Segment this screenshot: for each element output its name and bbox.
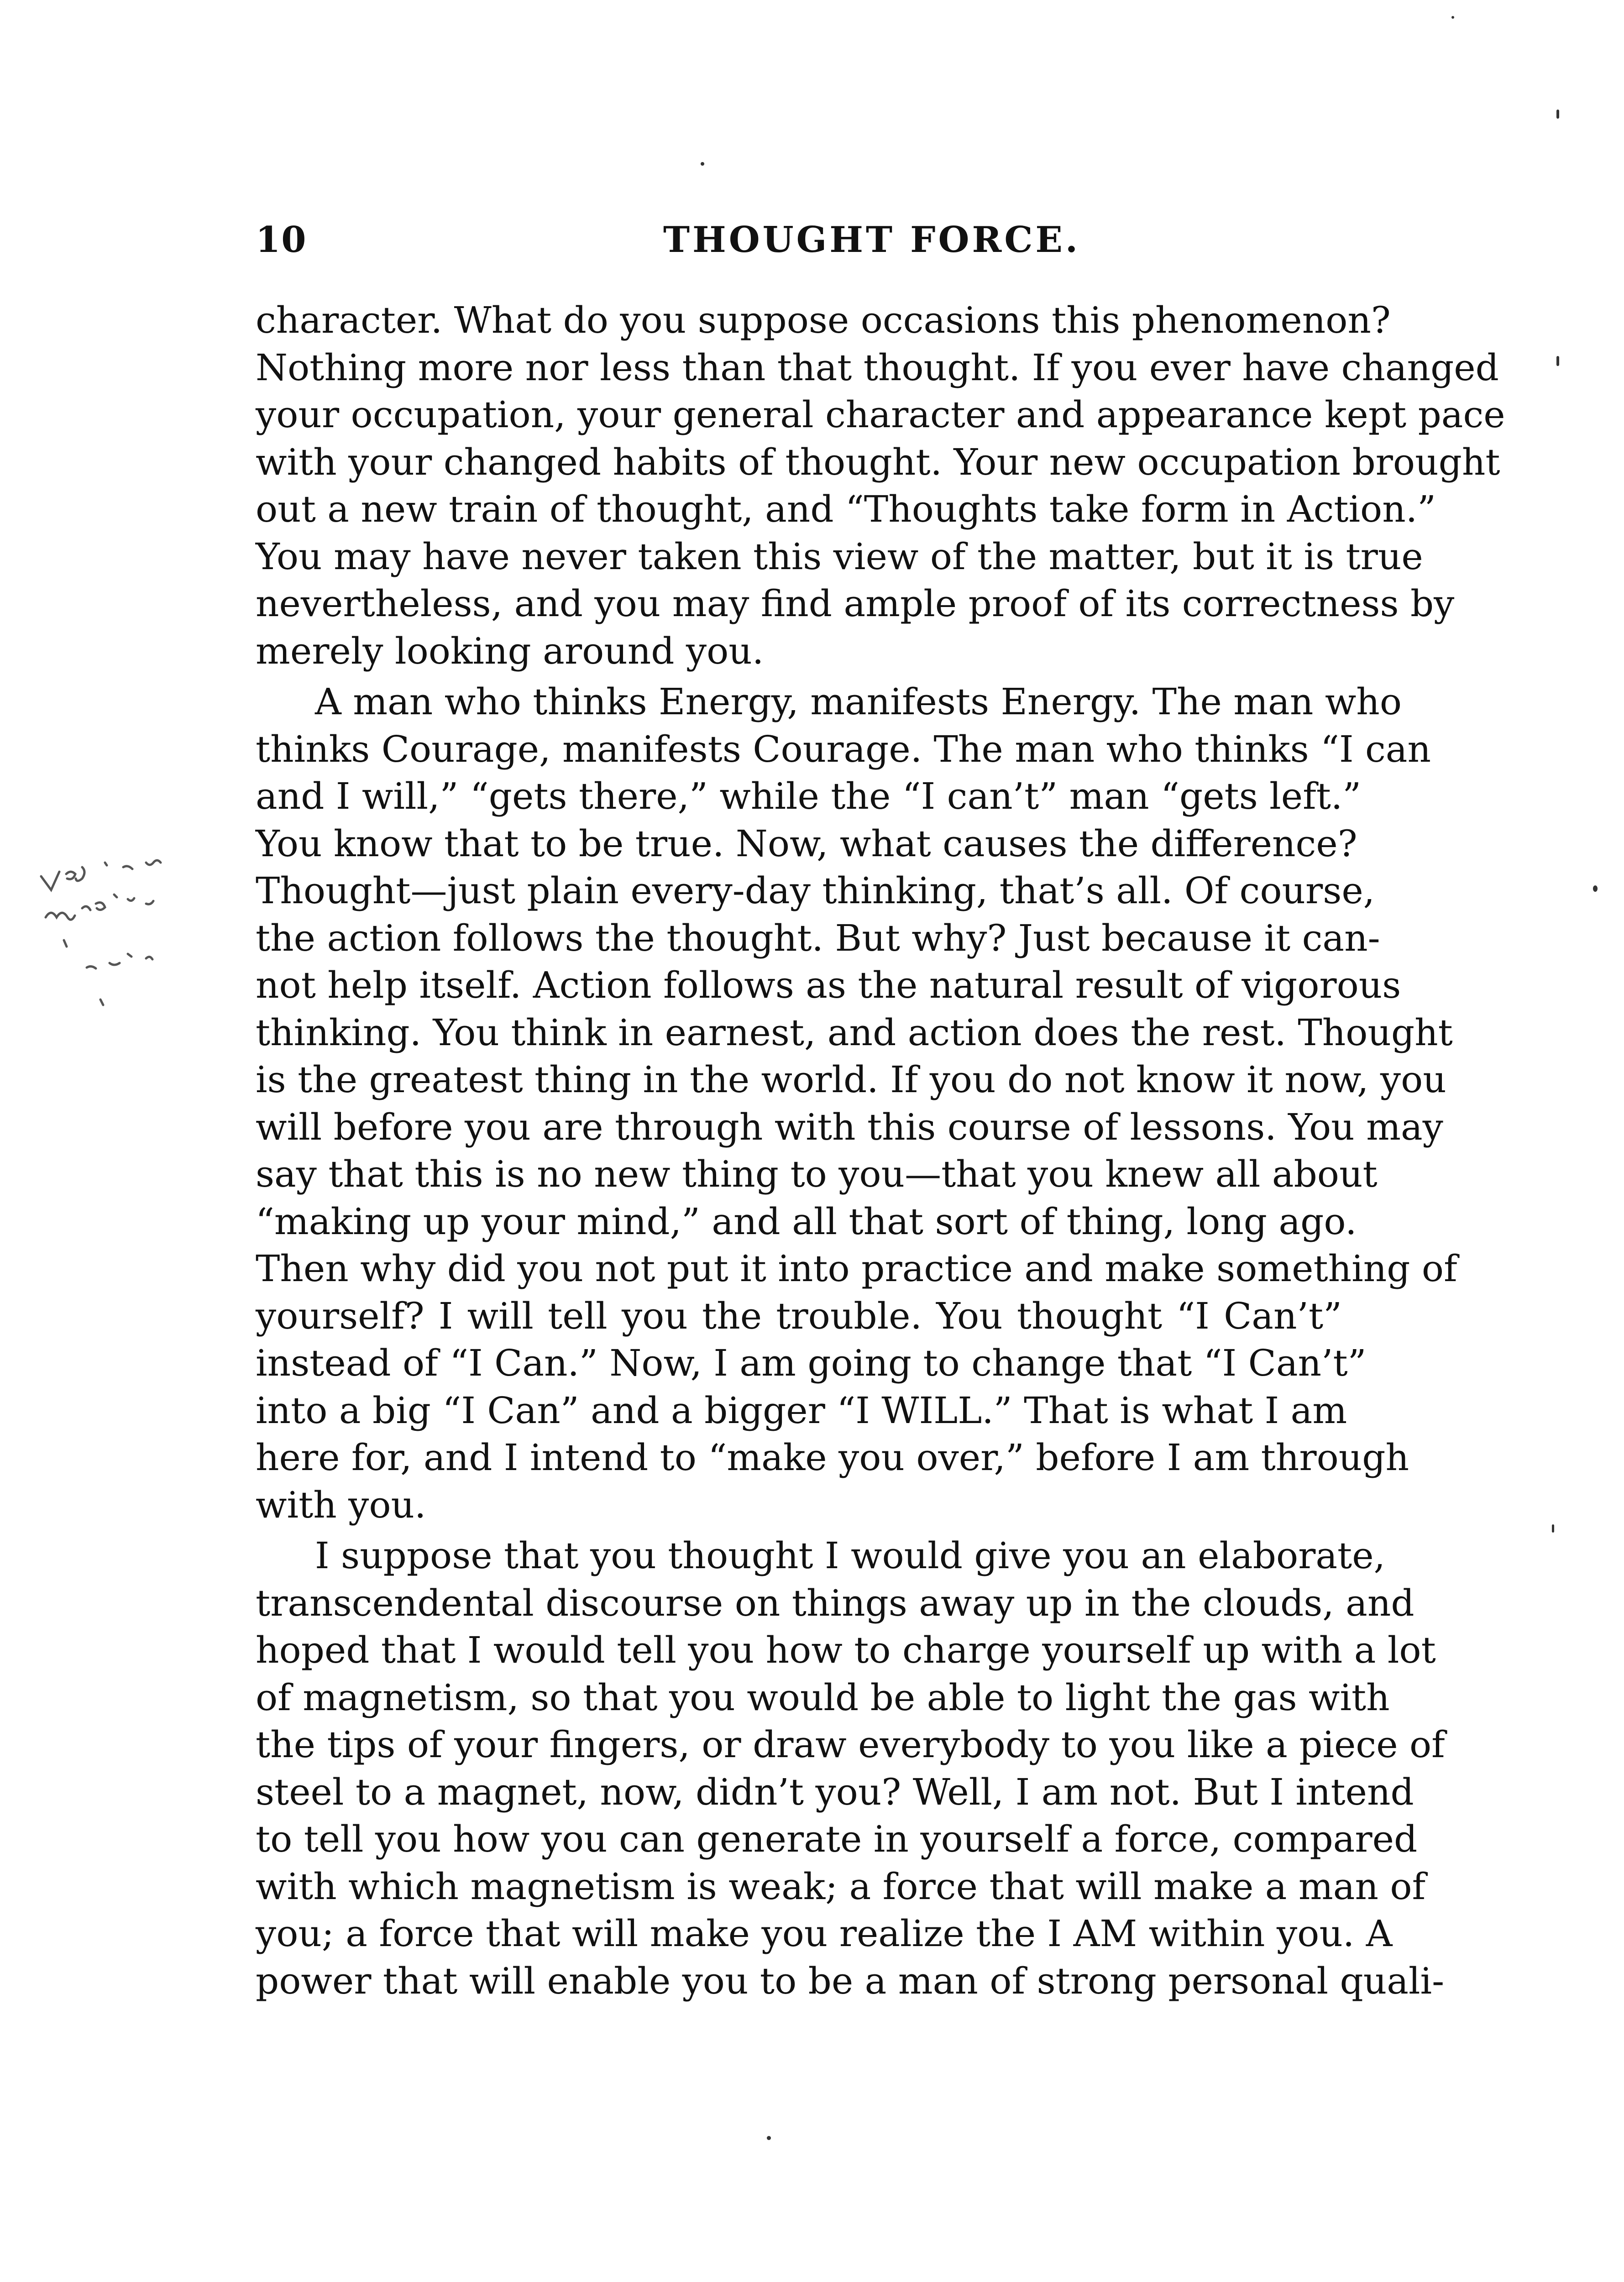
text-line: You may have never taken this view of the matter, but it is true — [256, 535, 1423, 578]
text-line: character. What do you suppose occasions this phenomenon? — [256, 299, 1391, 341]
text-line: into a big “I Can” and a bigger “I WILL.” That is what I am — [256, 1389, 1347, 1432]
text-line: You know that to be true. Now, what causes the difference? — [256, 822, 1357, 865]
text-line: with you. — [256, 1483, 426, 1526]
speck — [1593, 885, 1598, 892]
speck — [1451, 16, 1454, 19]
running-head: THOUGHT FORCE. — [663, 219, 1081, 261]
speck — [767, 2136, 771, 2140]
text-line: I suppose that you thought I would give you an elaborate, — [315, 1534, 1385, 1577]
text-line: your occupation, your general character and appearance kept pace — [256, 393, 1505, 436]
text-line: hoped that I would tell you how to charge yourself up with a lot — [256, 1629, 1436, 1671]
text-line: to tell you how you can generate in yourself a force, compared — [256, 1818, 1418, 1860]
text-line: the tips of your fingers, or draw everybody to you like a piece of — [256, 1723, 1445, 1766]
text-line: will before you are through with this course of lessons. You may — [256, 1105, 1443, 1148]
text-line: Thought—just plain every-day thinking, that’s all. Of course, — [256, 869, 1375, 912]
text-line: A man who thinks Energy, manifests Energy. The man who — [315, 680, 1402, 723]
text-line: thinking. You think in earnest, and action does the rest. Thought — [256, 1011, 1453, 1054]
speck — [1552, 1524, 1554, 1533]
text-line: yourself? I will tell you the trouble. You thought “I Can’t” — [256, 1294, 1342, 1337]
speck — [1556, 356, 1559, 366]
page-header — [256, 219, 1351, 274]
paragraph — [256, 678, 1457, 1528]
text-line: out a new train of thought, and “Thoughts take form in Action.” — [256, 488, 1436, 530]
text-line: the action follows the thought. But why? Just because it can- — [256, 916, 1380, 959]
paragraph — [256, 297, 1505, 675]
text-line: merely looking around you. — [256, 629, 764, 672]
page-number: 10 — [256, 219, 307, 261]
text-line: transcendental discourse on things away up in the clouds, and — [256, 1581, 1414, 1624]
text-line: not help itself. Action follows as the natural result of vigorous — [256, 964, 1401, 1006]
body-text — [256, 297, 1505, 2008]
text-line: thinks Courage, manifests Courage. The man who thinks “I can — [256, 728, 1431, 770]
text-line: “making up your mind,” and all that sort of thing, long ago. — [256, 1200, 1357, 1243]
text-line: of magnetism, so that you would be able to light the gas with — [256, 1676, 1390, 1719]
text-line: is the greatest thing in the world. If you do not know it now, you — [256, 1058, 1446, 1101]
text-line: Then why did you not put it into practice and make something of — [256, 1247, 1457, 1290]
paragraph — [256, 1532, 1445, 2005]
text-line: instead of “I Can.” Now, I am going to change that “I Can’t” — [256, 1342, 1367, 1384]
text-line: and I will,” “gets there,” while the “I can’t” man “gets left.” — [256, 775, 1362, 817]
text-line: nevertheless, and you may find ample proof of its correctness by — [256, 582, 1455, 625]
text-line: you; a force that will make you realize the I AM within you. A — [256, 1912, 1393, 1955]
speck — [701, 162, 704, 166]
text-line: here for, and I intend to “make you over,” before I am through — [256, 1436, 1409, 1479]
text-line: power that will enable you to be a man of strong personal quali- — [256, 1959, 1445, 2002]
text-line: say that this is no new thing to you—that you knew all about — [256, 1153, 1378, 1195]
speck — [1556, 110, 1559, 119]
text-line: with which magnetism is weak; a force that will make a man of — [256, 1865, 1426, 1908]
text-line: steel to a magnet, now, didn’t you? Well, I am not. But I intend — [256, 1770, 1414, 1813]
text-line: with your changed habits of thought. Your new occupation brought — [256, 440, 1500, 483]
text-line: Nothing more nor less than that thought. If you ever have changed — [256, 346, 1499, 389]
handwritten-marginalia — [32, 849, 224, 1041]
